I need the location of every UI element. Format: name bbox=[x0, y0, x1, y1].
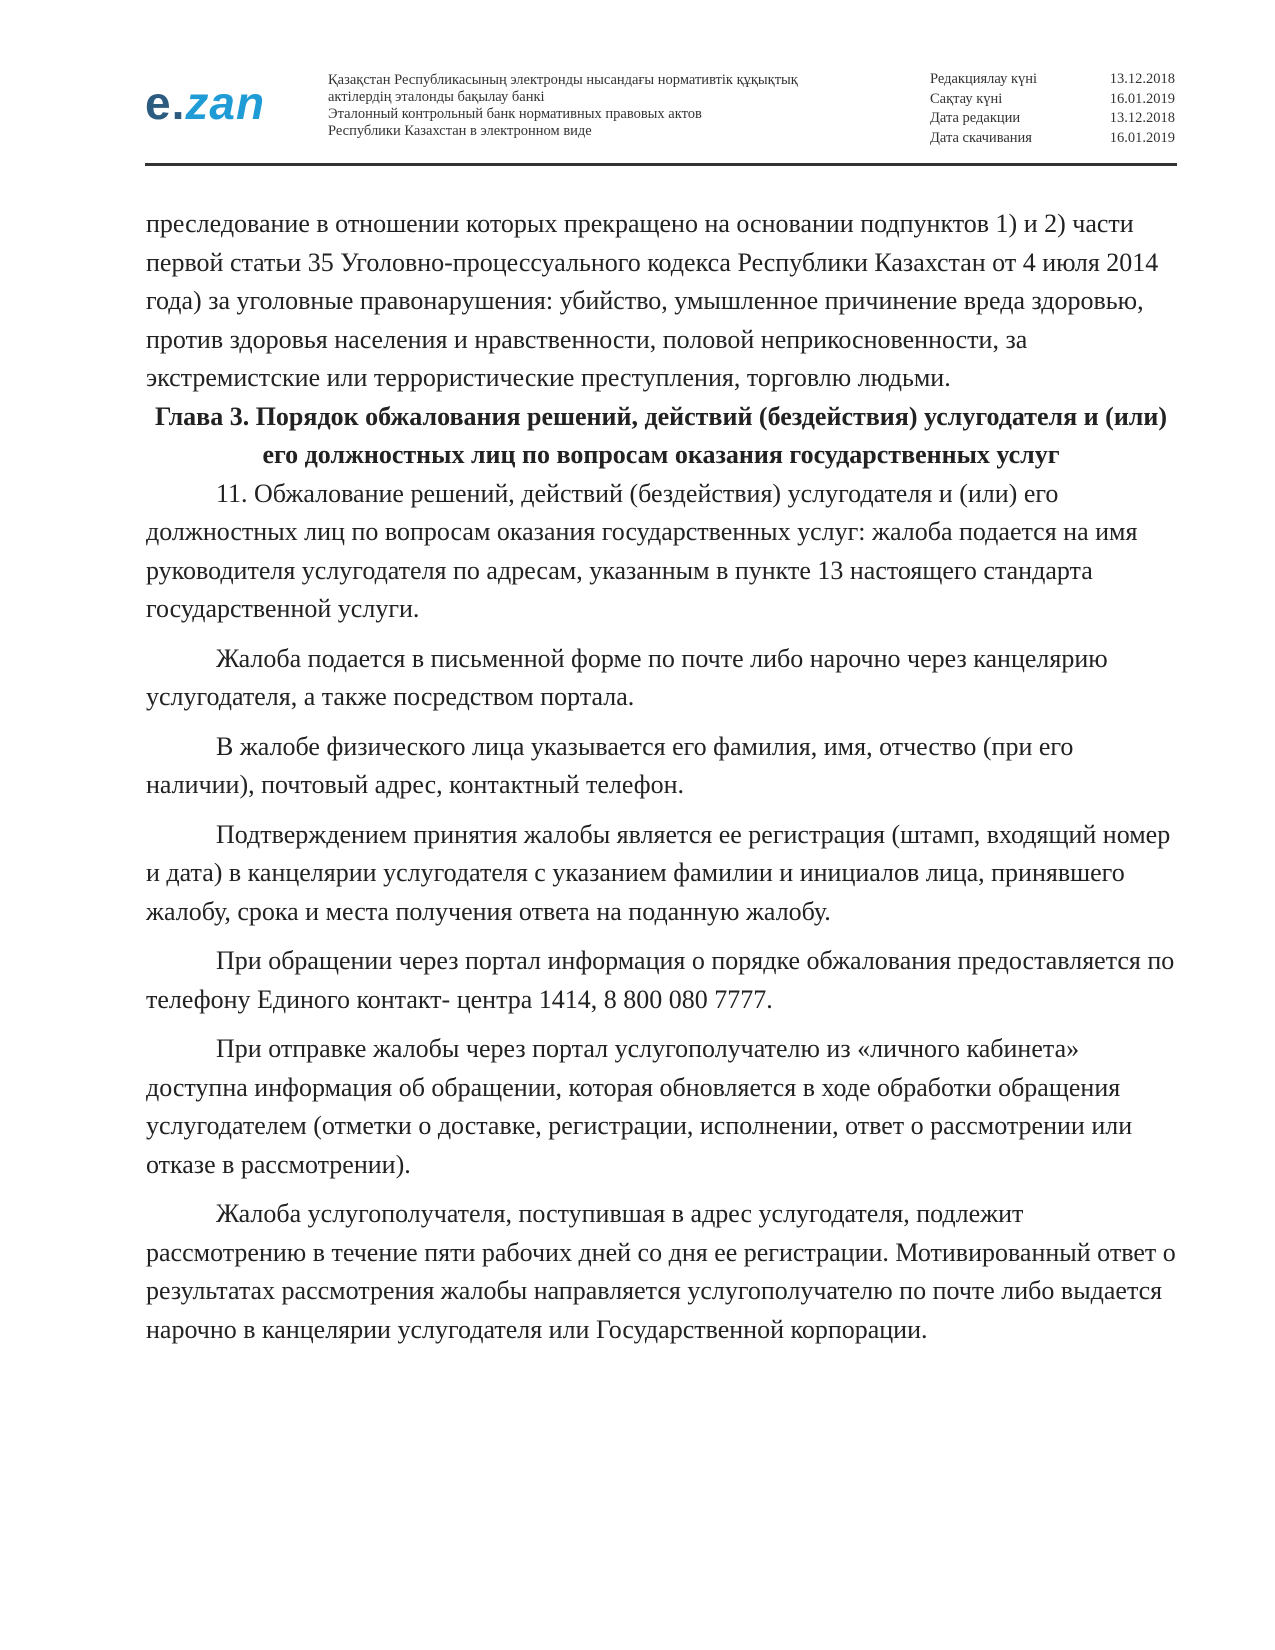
paragraph: Жалоба подается в письменной форме по почте либо нарочно через канцелярию услугодателя, а также посредством портала. bbox=[146, 643, 1108, 711]
date-row: Редакциялау күні 13.12.2018 bbox=[930, 71, 1175, 87]
header-dates bbox=[930, 70, 1175, 148]
continuation-paragraph: преследование в отношении которых прекращено на основании подпунктов 1) и 2) части первой статьи 35 Уголовно-процессуального кодекса Республики Казахстан от 4 июля 2014 года) за уголовные правонарушения: убийство, умышленное причинение вреда здоровью, против здоровья населения и нравственности, половой неприкосновенности, за экстремистские или террористические преступления, торговлю людьми. bbox=[146, 209, 1159, 392]
date-row: Сақтау күні 16.01.2019 bbox=[930, 90, 1175, 107]
header-line: Қазақстан Республикасының электронды нысандағы нормативтік құқықтық bbox=[328, 72, 798, 88]
header-divider bbox=[145, 163, 1177, 166]
date-row: Дата скачивания 16.01.2019 bbox=[930, 129, 1175, 146]
paragraph: В жалобе физического лица указывается его фамилия, имя, отчество (при его наличии), почтовый адрес, контактный телефон. bbox=[146, 731, 1074, 799]
page-header bbox=[145, 58, 1175, 166]
header-description bbox=[328, 72, 888, 140]
paragraph: Подтверждением принятия жалобы является ее регистрация (штамп, входящий номер и дата) в канцелярии услугодателя с указанием фамилии и инициалов лица, принявшего жалобу, срока и места получения ответа на поданную жалобу. bbox=[146, 819, 1171, 926]
header-line: Республики Казахстан в электронном виде bbox=[328, 123, 592, 139]
paragraph: При отправке жалобы через портал услугополучателю из «личного кабинета» доступна информация об обращении, которая обновляется в ходе обработки обращения услугодателем (отметки о доставке, регистрации, исполнении, ответ о рассмотрении или отказе в рассмотрении). bbox=[146, 1034, 1133, 1179]
paragraph: При обращении через портал информация о порядке обжалования предоставляется по телефону Единого контакт- центра 1414, 8 800 080 7777. bbox=[146, 946, 1175, 1014]
document-body bbox=[146, 205, 1176, 1360]
date-row: Дата редакции 13.12.2018 bbox=[930, 110, 1175, 126]
chapter-title: Глава 3. Порядок обжалования решений, действий (бездействия) услугодателя и (или) его должностных лиц по вопросам оказания государственных услуг bbox=[154, 401, 1168, 469]
paragraph: Жалоба услугополучателя, поступившая в адрес услугодателя, подлежит рассмотрению в течение пяти рабочих дней со дня ее регистрации. Мотивированный ответ о результатах рассмотрения жалобы направляется услугополучателю по почте либо выдается нарочно в канцелярии услугодателя или Государственной корпорации. bbox=[146, 1199, 1176, 1344]
paragraph: 11. Обжалование решений, действий (бездействия) услугодателя и (или) его должностных лиц по вопросам оказания государственных услуг: жалоба подается на имя руководителя услугодателя по адресам, указанным в пункте 13 настоящего стандарта государственной услуги. bbox=[146, 478, 1138, 623]
header-line: актілердің эталонды бақылау банкі bbox=[328, 89, 545, 105]
ezan-logo: e.zan bbox=[145, 77, 266, 129]
header-line: Эталонный контрольный банк нормативных правовых актов bbox=[328, 106, 702, 122]
